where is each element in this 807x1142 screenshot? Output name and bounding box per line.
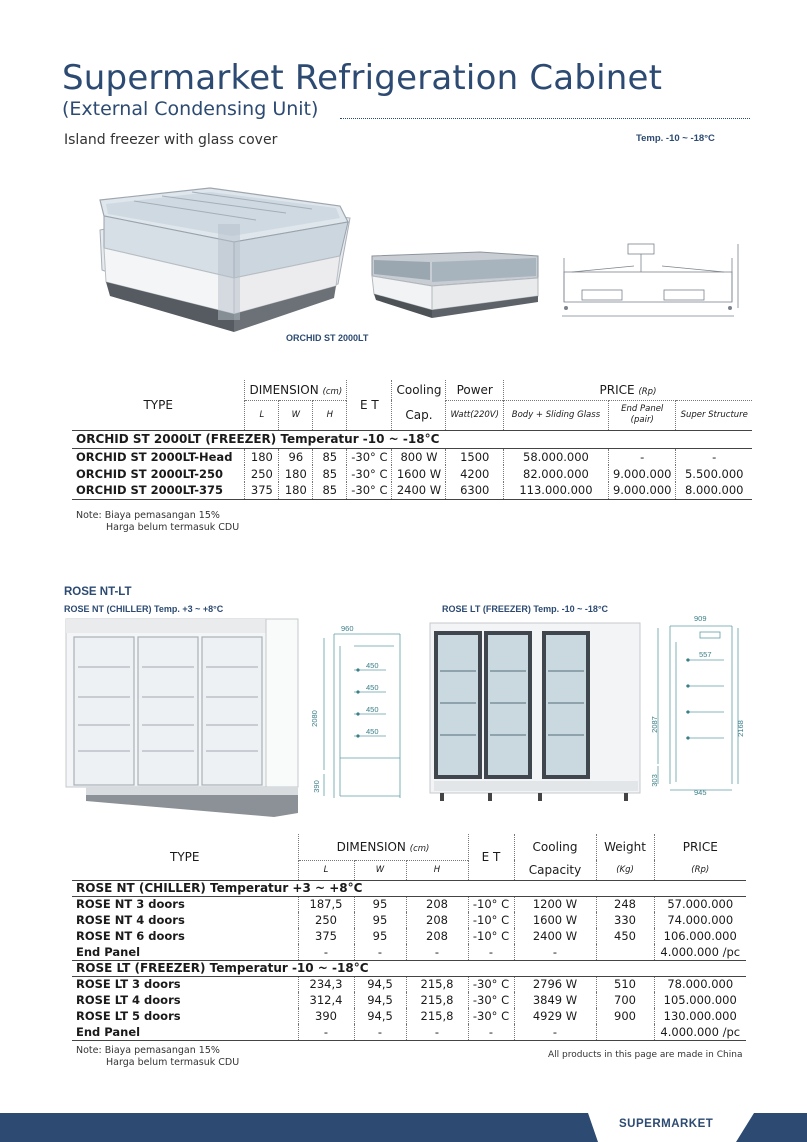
row-cooling: 800 W xyxy=(392,448,446,465)
orchid-spec-table xyxy=(72,380,752,500)
row-l: 180 xyxy=(245,448,279,465)
header-l: L xyxy=(298,860,354,880)
rose-nt-dim-width: 960 xyxy=(341,624,354,633)
row-h: 85 xyxy=(313,465,347,482)
rose-spec-table xyxy=(72,834,746,1041)
table-row xyxy=(72,1008,746,1024)
row-h: 85 xyxy=(313,448,347,465)
row-l: - xyxy=(298,944,354,960)
header-weight: Weight xyxy=(596,834,654,860)
rose-nt-product-photo xyxy=(64,617,300,819)
header-cooling: Cooling xyxy=(514,834,596,860)
rose-lt-product-photo xyxy=(428,617,642,803)
header-watt: Watt(220V) xyxy=(446,400,504,430)
table-row xyxy=(72,896,746,912)
row-weight: 510 xyxy=(596,976,654,992)
row-l: 250 xyxy=(298,912,354,928)
orchid-side-photo xyxy=(370,250,540,326)
header-kg: (Kg) xyxy=(596,860,654,880)
row-h: 215,8 xyxy=(406,976,468,992)
table-row xyxy=(72,928,746,944)
row-et: -30° C xyxy=(468,1008,514,1024)
row-type: End Panel xyxy=(72,1024,298,1040)
header-w: W xyxy=(354,860,406,880)
rose-lt-dim-base: 303 xyxy=(649,774,659,787)
row-h: 208 xyxy=(406,896,468,912)
rose-nt-dim-base: 390 xyxy=(311,780,321,793)
table-row xyxy=(72,1024,746,1040)
row-et: - xyxy=(468,944,514,960)
row-w: 95 xyxy=(354,896,406,912)
rose-nt-dim-shelf-1: 450 xyxy=(366,661,379,670)
row-w: 95 xyxy=(354,928,406,944)
row-type: End Panel xyxy=(72,944,298,960)
row-body: 113.000.000 xyxy=(503,482,608,499)
header-h: H xyxy=(313,400,347,430)
row-type: ROSE NT 3 doors xyxy=(76,897,185,912)
row-cooling: 2400 W xyxy=(392,482,446,499)
row-type: ORCHID ST 2000LT-Head xyxy=(76,449,233,464)
row-weight: 900 xyxy=(596,1008,654,1024)
row-weight: 248 xyxy=(596,896,654,912)
header-et: E T xyxy=(468,834,514,880)
row-h: 215,8 xyxy=(406,1008,468,1024)
header-dimension xyxy=(245,380,347,400)
rose-nt-dim-shelf-4: 450 xyxy=(366,727,379,736)
row-l: 375 xyxy=(298,928,354,944)
row-w: 180 xyxy=(279,465,313,482)
row-l: 390 xyxy=(298,1008,354,1024)
row-l: - xyxy=(298,1024,354,1040)
row-price: 78.000.000 xyxy=(654,976,746,992)
row-l: 375 xyxy=(245,482,279,499)
rose-lt-technical-drawing xyxy=(646,614,742,796)
table-row xyxy=(72,992,746,1008)
row-price: 57.000.000 xyxy=(654,896,746,912)
row-weight: 700 xyxy=(596,992,654,1008)
row-end-panel: 9.000.000 xyxy=(608,482,676,499)
rose-lt-dim-height-inner: 2087 xyxy=(649,716,659,733)
temperature-range: Temp. -10 ~ -18°C xyxy=(636,133,715,144)
row-h: 85 xyxy=(313,482,347,499)
row-body: 58.000.000 xyxy=(503,448,608,465)
page-title: Supermarket Refrigeration Cabinet xyxy=(62,58,663,98)
row-l: 250 xyxy=(245,465,279,482)
row-h: 208 xyxy=(406,912,468,928)
row-w: 94,5 xyxy=(354,1008,406,1024)
row-type: ORCHID ST 2000LT-250 xyxy=(76,466,224,481)
header-price-label: PRICE xyxy=(599,382,635,397)
rose-note-installation: Note: Biaya pemasangan 15% xyxy=(76,1045,220,1056)
row-body: 82.000.000 xyxy=(503,465,608,482)
table-row xyxy=(72,944,746,960)
header-rp: (Rp) xyxy=(654,860,746,880)
rose-lt-caption: ROSE LT (FREEZER) Temp. -10 ~ -18°C xyxy=(442,604,609,614)
footer-section-label: SUPERMARKET xyxy=(619,1118,714,1130)
table-row xyxy=(72,912,746,928)
row-cooling: 1600 W xyxy=(392,465,446,482)
row-l: 187,5 xyxy=(298,896,354,912)
row-h: 208 xyxy=(406,928,468,944)
row-w: 180 xyxy=(279,482,313,499)
row-h: 215,8 xyxy=(406,992,468,1008)
header-super-structure: Super Structure xyxy=(676,400,752,430)
row-h: - xyxy=(406,944,468,960)
row-power: 4200 xyxy=(446,465,504,482)
table-row xyxy=(72,976,746,992)
header-cooling: Cooling xyxy=(392,380,446,400)
header-type: TYPE xyxy=(143,397,173,412)
row-price: 4.000.000 /pc xyxy=(654,944,746,960)
table-row xyxy=(72,482,752,499)
row-super: 5.500.000 xyxy=(676,465,752,482)
row-super: - xyxy=(676,448,752,465)
rose-nt-section-title: ROSE NT (CHILLER) Temperatur +3 ~ +8°C xyxy=(72,880,746,896)
row-price: 130.000.000 xyxy=(654,1008,746,1024)
row-et: -30° C xyxy=(468,976,514,992)
rose-lt-dim-width: 909 xyxy=(694,614,707,623)
rose-lt-dim-depth: 945 xyxy=(694,788,707,797)
row-w: 96 xyxy=(279,448,313,465)
rose-nt-dim-shelf-3: 450 xyxy=(366,705,379,714)
header-dimension xyxy=(298,834,468,860)
row-cooling: 4929 W xyxy=(514,1008,596,1024)
header-price xyxy=(503,380,752,400)
row-et: -30° C xyxy=(347,448,392,465)
orchid-note-cdu: Harga belum termasuk CDU xyxy=(106,522,240,533)
row-et: -30° C xyxy=(468,992,514,1008)
row-price: 106.000.000 xyxy=(654,928,746,944)
orchid-product-photo xyxy=(90,182,352,344)
table-row xyxy=(72,448,752,465)
row-et: -10° C xyxy=(468,912,514,928)
row-type: ROSE LT 4 doors xyxy=(76,993,181,1007)
rose-nt-technical-drawing xyxy=(311,624,404,800)
row-l: 234,3 xyxy=(298,976,354,992)
header-dimension-label: DIMENSION xyxy=(336,839,406,854)
row-cooling: - xyxy=(514,944,596,960)
header-h: H xyxy=(406,860,468,880)
row-cooling: 2400 W xyxy=(514,928,596,944)
header-et: E T xyxy=(347,380,392,430)
title-divider xyxy=(340,118,750,119)
row-w: 94,5 xyxy=(354,976,406,992)
header-price: PRICE xyxy=(654,834,746,860)
row-et: -30° C xyxy=(347,465,392,482)
header-dimension-unit: (cm) xyxy=(409,843,430,854)
row-price: 105.000.000 xyxy=(654,992,746,1008)
row-end-panel: 9.000.000 xyxy=(608,465,676,482)
product-category: Island freezer with glass cover xyxy=(64,132,278,148)
made-in-china-note: All products in this page are made in China xyxy=(548,1050,743,1060)
row-type: ROSE LT 5 doors xyxy=(76,1009,181,1023)
header-type: TYPE xyxy=(170,849,200,864)
row-power: 1500 xyxy=(446,448,504,465)
row-et: - xyxy=(468,1024,514,1040)
row-type: ROSE LT 3 doors xyxy=(76,977,181,992)
header-dimension-unit: (cm) xyxy=(322,386,343,397)
row-super: 8.000.000 xyxy=(676,482,752,499)
row-h: - xyxy=(406,1024,468,1040)
row-type: ROSE NT 4 doors xyxy=(76,913,185,927)
row-cooling: 3849 W xyxy=(514,992,596,1008)
row-price: 74.000.000 xyxy=(654,912,746,928)
header-w: W xyxy=(279,400,313,430)
header-dimension-label: DIMENSION xyxy=(249,382,319,397)
table-row xyxy=(72,465,752,482)
row-weight xyxy=(596,1024,654,1040)
orchid-caption: ORCHID ST 2000LT xyxy=(286,333,369,343)
row-weight: 330 xyxy=(596,912,654,928)
rose-note-cdu: Harga belum termasuk CDU xyxy=(106,1057,240,1068)
rose-lt-dim-height-total: 2168 xyxy=(735,720,745,737)
header-cap: Cap. xyxy=(392,400,446,430)
orchid-technical-drawing xyxy=(552,238,744,330)
header-capacity: Capacity xyxy=(514,860,596,880)
page-subtitle: (External Condensing Unit) xyxy=(62,98,319,120)
row-cooling: 1200 W xyxy=(514,896,596,912)
header-price-unit: (Rp) xyxy=(638,386,657,397)
rose-nt-dim-height: 2080 xyxy=(309,710,319,727)
row-l: 312,4 xyxy=(298,992,354,1008)
row-w: - xyxy=(354,1024,406,1040)
orchid-note-installation: Note: Biaya pemasangan 15% xyxy=(76,510,220,521)
row-w: 95 xyxy=(354,912,406,928)
row-weight: 450 xyxy=(596,928,654,944)
row-cooling: - xyxy=(514,1024,596,1040)
rose-nt-caption: ROSE NT (CHILLER) Temp. +3 ~ +8°C xyxy=(64,604,224,614)
row-power: 6300 xyxy=(446,482,504,499)
row-w: - xyxy=(354,944,406,960)
row-et: -10° C xyxy=(468,928,514,944)
rose-lt-dim-shelf: 557 xyxy=(699,650,712,659)
row-end-panel: - xyxy=(608,448,676,465)
row-weight xyxy=(596,944,654,960)
header-end-panel: End Panel (pair) xyxy=(608,400,676,430)
row-w: 94,5 xyxy=(354,992,406,1008)
header-body: Body + Sliding Glass xyxy=(503,400,608,430)
rose-nt-dim-shelf-2: 450 xyxy=(366,683,379,692)
header-power: Power xyxy=(446,380,504,400)
row-et: -10° C xyxy=(468,896,514,912)
row-type: ORCHID ST 2000LT-375 xyxy=(72,482,245,499)
orchid-section-title: ORCHID ST 2000LT (FREEZER) Temperatur -10 ~ -18°C xyxy=(72,430,752,448)
row-cooling: 1600 W xyxy=(514,912,596,928)
row-et: -30° C xyxy=(347,482,392,499)
rose-lt-section-title: ROSE LT (FREEZER) Temperatur -10 ~ -18°C xyxy=(72,960,746,976)
row-type: ROSE NT 6 doors xyxy=(76,929,185,943)
row-price: 4.000.000 /pc xyxy=(654,1024,746,1040)
row-cooling: 2796 W xyxy=(514,976,596,992)
rose-section-title: ROSE NT-LT xyxy=(64,586,132,598)
header-l: L xyxy=(245,400,279,430)
